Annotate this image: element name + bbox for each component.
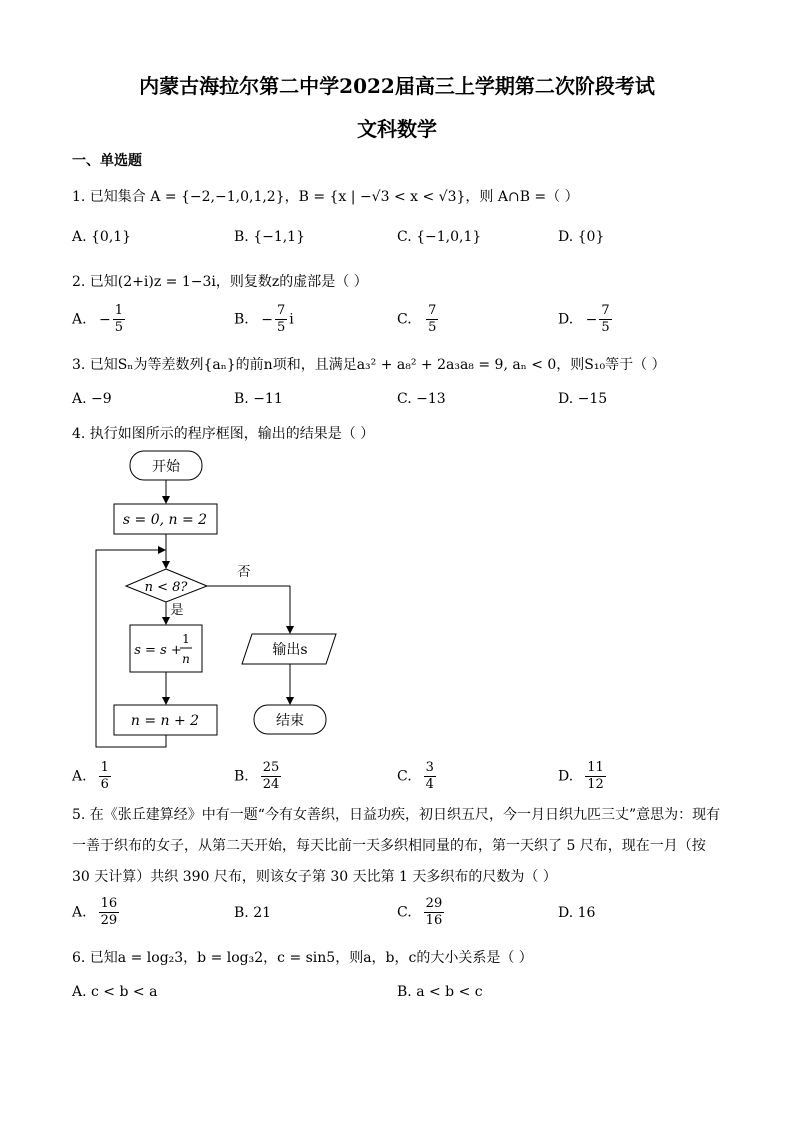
fraction-numerator: 16: [100, 896, 118, 911]
q6-option-b: B. a < b < c: [397, 984, 483, 1000]
fraction-numerator: 1: [114, 303, 124, 318]
fraction-numerator: 7: [601, 303, 610, 318]
q5-option-a-label: A.: [72, 904, 87, 921]
q3-option-b: B. −11: [234, 391, 283, 407]
q2-option-b-label: B.: [234, 311, 249, 328]
flow-start-label: 开始: [152, 459, 180, 475]
q4-option-a: [72, 760, 113, 793]
flow-end-label: 结束: [276, 713, 304, 729]
q2-option-a-label: A.: [72, 311, 87, 328]
flow-output-label: 输出s: [272, 642, 308, 658]
fraction-denominator: 16: [425, 913, 443, 928]
q2-option-d-label: D.: [558, 311, 574, 328]
q3-option-a: A. −9: [72, 391, 112, 407]
q4-option-c-label: C.: [397, 768, 412, 785]
fraction-denominator: 5: [276, 320, 286, 335]
q1-option-d: D. {0}: [558, 229, 605, 245]
flow-update-s-denominator: n: [182, 652, 190, 666]
q5-option-c-fraction: [424, 896, 445, 929]
q5-option-c: [397, 896, 446, 929]
q4-option-d: [558, 760, 608, 793]
q5-option-a: [72, 896, 121, 929]
q4-option-d-fraction: [585, 760, 606, 793]
q4-option-b: [234, 760, 283, 793]
q5-option-b: B. 21: [234, 905, 272, 921]
paper-subject: 文科数学: [357, 117, 437, 141]
q1-option-b: B. {−1,1}: [234, 229, 305, 245]
flow-yes-label: 是: [170, 603, 184, 618]
q1-option-a: A. {0,1}: [72, 229, 132, 245]
flow-init-label: s = 0, n = 2: [122, 512, 208, 528]
q4-option-d-label: D.: [558, 768, 574, 785]
fraction-denominator: 6: [100, 777, 109, 792]
q2-option-a-sign: −: [99, 311, 111, 328]
fraction-denominator: 12: [587, 777, 604, 792]
flow-condition-label: n < 8?: [144, 580, 188, 595]
fraction-numerator: 7: [276, 303, 286, 318]
fraction-numerator: 1: [100, 760, 109, 775]
fraction-numerator: 7: [428, 303, 437, 318]
q4-option-c-fraction: [424, 760, 436, 793]
q2-option-b-sign: −: [261, 311, 273, 328]
fraction-denominator: 5: [428, 320, 437, 335]
fraction-numerator: 11: [587, 760, 604, 775]
flow-update-s-numerator: 1: [182, 632, 190, 646]
paper-title: 内蒙古海拉尔第二中学2022届高三上学期第二次阶段考试: [139, 74, 655, 98]
question-5: 5. 在《张丘建算经》中有一题“今有女善织，日益功疾，初日织五尺，今一月日织九匹三丈”意思为：现有一善于织布的女子，从第二天开始，每天比前一天多织相同量的布，第一天织了 5 尺布，现在一月（按 30 天计算）共织 390 尺布，则该女子第 30 天比第 1 天多织布的尺数为（ ）: [72, 807, 721, 885]
q1-option-c: C. {−1,0,1}: [397, 229, 482, 245]
fraction-numerator: 29: [425, 896, 443, 911]
q4-option-b-fraction: [261, 760, 282, 793]
q3-option-d: D. −15: [558, 391, 608, 407]
flow-update-n-label: n = n + 2: [130, 713, 200, 729]
fraction-denominator: 29: [100, 913, 118, 928]
flow-update-s-label: s = s +: [134, 643, 182, 658]
question-4: 4. 执行如图所示的程序框图，输出的结果是（ ）: [72, 426, 375, 442]
q4-option-c: [397, 760, 438, 793]
q5-option-d: D. 16: [558, 905, 596, 921]
flow-no-label: 否: [237, 565, 251, 580]
fraction-denominator: 5: [601, 320, 610, 335]
q5-option-a-fraction: [99, 896, 120, 929]
q2-option-b-tail: i: [289, 311, 294, 328]
section-heading: 一、单选题: [72, 153, 142, 169]
q4-option-b-label: B.: [234, 768, 249, 785]
q3-option-c: C. −13: [397, 391, 446, 407]
q2-option-d-sign: −: [585, 311, 598, 328]
q6-option-a: A. c < b < a: [72, 984, 158, 1000]
q5-option-c-label: C.: [397, 904, 412, 921]
fraction-denominator: 24: [262, 777, 280, 792]
question-3: 3. 已知Sₙ为等差数列{aₙ}的前n项和，且满足a₃² + a₈² + 2a₃a₈ = 9, aₙ < 0，则S₁₀等于（ ）: [72, 357, 666, 373]
fraction-numerator: 3: [425, 760, 434, 775]
question-2: 2. 已知(2+i)z = 1−3i，则复数z的虚部是（ ）: [72, 274, 368, 290]
question-1: 1. 已知集合 A = {−2,−1,0,1,2}，B = {x | −√3 < x < √3}，则 A∩B =（ ）: [72, 189, 579, 205]
fraction-denominator: 5: [114, 320, 124, 335]
q4-option-a-label: A.: [72, 768, 87, 785]
fraction-denominator: 4: [425, 777, 434, 792]
fraction-numerator: 25: [262, 760, 280, 775]
q4-option-a-fraction: [99, 760, 111, 793]
q2-option-c-label: C.: [397, 311, 412, 328]
question-6: 6. 已知a = log₂3，b = log₃2，c = sin5，则a，b，c的大小关系是（ ）: [72, 950, 533, 966]
